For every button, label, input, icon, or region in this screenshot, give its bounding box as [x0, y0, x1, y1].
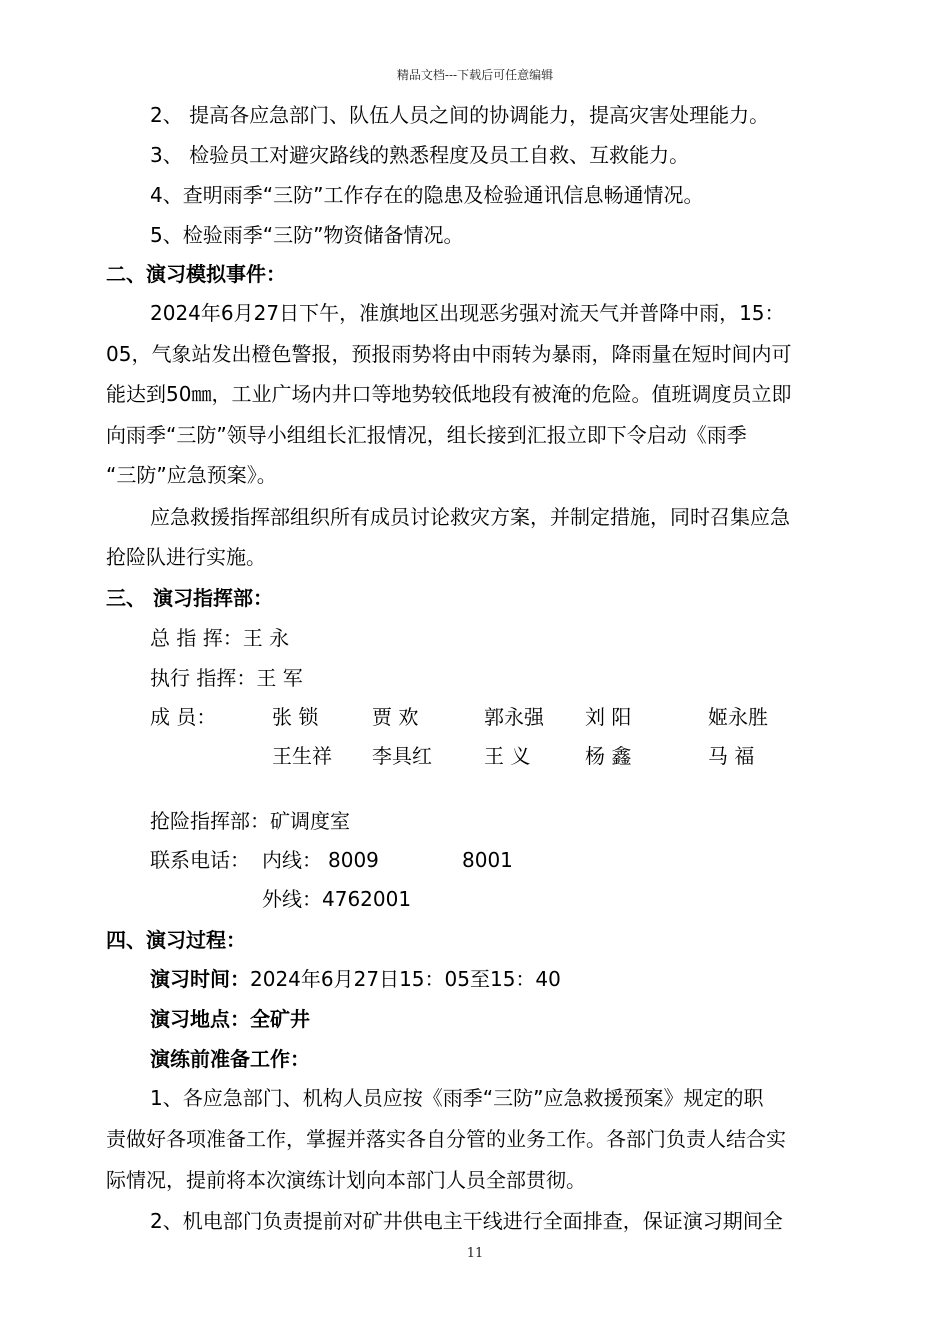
member-name: 马 福	[708, 744, 755, 768]
paragraph-line: 能达到50㎜，工业广场内井口等地势较低地段有被淹的危险。值班调度员立即	[106, 382, 792, 406]
member-name: 杨 鑫	[585, 744, 632, 768]
member-name: 姬永胜	[708, 705, 768, 729]
commander-line: 总 指 挥：王 永	[150, 626, 290, 650]
drill-place-line	[150, 1005, 310, 1033]
objective-item-3: 3、 检验员工对避灾路线的熟悉程度及员工自救、互救能力。	[150, 143, 690, 167]
member-name: 王 义	[484, 744, 531, 768]
drill-place-value: 全矿井	[250, 1007, 310, 1031]
paragraph-line: 向雨季“三防”领导小组组长汇报情况，组长接到汇报立即下令启动《雨季	[106, 423, 747, 447]
objective-item-4: 4、查明雨季“三防”工作存在的隐患及检验通讯信息畅通情况。	[150, 183, 704, 207]
drill-time-value: 2024年6月27日15：05至15：40	[250, 967, 561, 991]
paragraph-line: 际情况，提前将本次演练计划向本部门人员全部贯彻。	[106, 1168, 586, 1192]
phone-internal-label: 内线：	[262, 848, 322, 872]
member-name: 郭永强	[484, 705, 544, 729]
section-heading-process: 四、演习过程：	[106, 928, 246, 952]
paragraph-line: 05，气象站发出橙色警报，预报雨势将由中雨转为暴雨，降雨量在短时间内可	[106, 342, 792, 366]
drill-time-label: 演习时间：	[150, 967, 250, 991]
drill-place-label: 演习地点：	[150, 1007, 250, 1031]
paragraph-line: “三防”应急预案》。	[106, 463, 277, 487]
section-heading-simulated-event: 二、演习模拟事件：	[106, 262, 286, 286]
exec-commander-line: 执行 指挥：王 军	[150, 666, 303, 690]
phone-internal-1: 8009	[328, 848, 379, 872]
page-header: 精品文档---下载后可任意编辑	[396, 68, 554, 82]
objective-item-2: 2、 提高各应急部门、队伍人员之间的协调能力，提高灾害处理能力。	[150, 103, 770, 127]
paragraph-line: 2、机电部门负责提前对矿井供电主干线进行全面排查，保证演习期间全	[150, 1209, 783, 1233]
paragraph-line: 2024年6月27日下午，准旗地区出现恶劣强对流天气并普降中雨，15：	[150, 301, 785, 325]
drill-time-line	[150, 965, 561, 993]
phone-external: 外线：4762001	[262, 887, 412, 911]
members-label: 成 员：	[150, 705, 217, 729]
phone-label: 联系电话：	[150, 848, 250, 872]
page-number: 11	[466, 1246, 484, 1261]
phone-internal-2: 8001	[462, 848, 513, 872]
paragraph-line: 应急救援指挥部组织所有成员讨论救灾方案，并制定措施，同时召集应急	[150, 505, 790, 529]
paragraph-line: 1、各应急部门、机构人员应按《雨季“三防”应急救援预案》规定的职	[150, 1086, 764, 1110]
member-name: 李具红	[372, 744, 432, 768]
member-name: 张 锁	[272, 705, 319, 729]
paragraph-line: 责做好各项准备工作，掌握并落实各自分管的业务工作。各部门负责人结合实	[106, 1127, 786, 1151]
rescue-hq-line: 抢险指挥部：矿调度室	[150, 809, 350, 833]
prep-heading: 演练前准备工作：	[150, 1047, 310, 1071]
member-name: 王生祥	[272, 744, 332, 768]
section-heading-command: 三、 演习指挥部：	[106, 586, 273, 610]
member-name: 贾 欢	[372, 705, 419, 729]
member-name: 刘 阳	[585, 705, 632, 729]
objective-item-5: 5、检验雨季“三防”物资储备情况。	[150, 223, 464, 247]
paragraph-line: 抢险队进行实施。	[106, 545, 266, 569]
